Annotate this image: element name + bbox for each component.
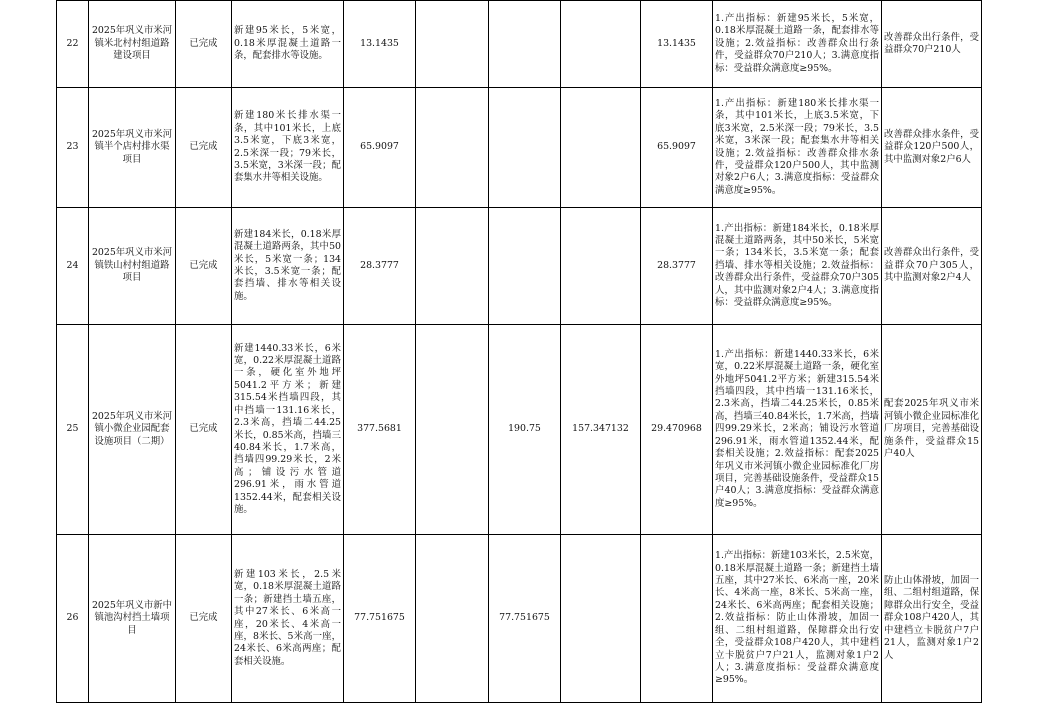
row-number: 26 [57, 535, 89, 703]
total-investment: 28.3777 [344, 208, 416, 325]
fund-col-6: 190.75 [489, 325, 561, 535]
project-name: 2025年巩义市米河镇半个店村排水渠项目 [89, 88, 176, 208]
fund-col-6 [489, 88, 561, 208]
project-status: 已完成 [176, 208, 232, 325]
project-content: 新建103米长，2.5米宽，0.18米厚混凝土道路一条；新建挡土墙五座，其中27米长、6米高一座，20米长、4米高一座，8米长、5米高一座，24米长、6米高两座；配套相关设施。 [232, 535, 344, 703]
benefit-mechanism: 防止山体滑坡，加固一组、二组村组道路，保障群众出行安全，受益群众108户420人，其中建档立卡脱贫户7户21人，监测对象1户2人 [882, 535, 982, 703]
fund-col-7 [561, 88, 641, 208]
benefit-mechanism: 改善群众出行条件，受益群众70户210人 [882, 1, 982, 88]
project-name: 2025年巩义市新中镇池沟村挡土墙项目 [89, 535, 176, 703]
fund-col-7 [561, 208, 641, 325]
table-row [57, 535, 982, 703]
benefit-mechanism: 改善群众排水条件，受益群众120户500人，其中监测对象2户6人 [882, 88, 982, 208]
performance-indicators: 1.产出指标：新建95米长，5米宽，0.18米厚混凝土道路一条，配套排水等设施；2.效益指标：改善群众出行条件，受益群众70户210人；3.满意度指标：受益群众满意度≥95%。 [713, 1, 882, 88]
project-status: 已完成 [176, 535, 232, 703]
project-status: 已完成 [176, 325, 232, 535]
project-name: 2025年巩义市米河镇米北村村组道路建设项目 [89, 1, 176, 88]
project-status: 已完成 [176, 88, 232, 208]
table-row [57, 208, 982, 325]
project-name: 2025年巩义市米河镇小微企业园配套设施项目（二期） [89, 325, 176, 535]
fund-col-8: 13.1435 [641, 1, 713, 88]
performance-indicators: 1.产出指标：新建184米长，0.18米厚混凝土道路两条，其中50米长，5米宽一条；134米长，3.5米宽一条；配套挡墙、排水等相关设施；2.效益指标：改善群众出行条件，受益群众70户305人，其中监测对象2户4人；3.满意度指标：受益群众满意度≥95%。 [713, 208, 882, 325]
row-number: 23 [57, 88, 89, 208]
fund-col-6 [489, 1, 561, 88]
row-number: 22 [57, 1, 89, 88]
fund-col-5 [416, 1, 489, 88]
fund-col-8: 28.3777 [641, 208, 713, 325]
total-investment: 13.1435 [344, 1, 416, 88]
project-table [56, 0, 982, 703]
row-number: 24 [57, 208, 89, 325]
fund-col-7 [561, 1, 641, 88]
fund-col-5 [416, 88, 489, 208]
performance-indicators: 1.产出指标：新建180米长排水渠一条，其中101米长，上底3.5米宽，下底3米宽，2.5米深一段；79米长，3.5米宽，3米深一段；配套集水井等相关设施；2.效益指标：改善群众排水条件，受益群众120户500人，其中监测对象2户6人；3.满意度指标：受益群众满意度≥95%。 [713, 88, 882, 208]
performance-indicators: 1.产出指标：新建103米长，2.5米宽，0.18米厚混凝土道路一条；新建挡土墙五座，其中27米长、6米高一座，20米长、4米高一座，8米长、5米高一座，24米长、6米高两座；配套相关设施；2.效益指标：防止山体滑坡，加固一组、二组村组道路，保障群众出行安全，受益群众108户420人，其中建档立卡脱贫户7户21人，监测对象1户2人；3.满意度指标：受益群众满意度≥95%。 [713, 535, 882, 703]
fund-col-5 [416, 208, 489, 325]
project-content: 新建95米长，5米宽，0.18米厚混凝土道路一条，配套排水等设施。 [232, 1, 344, 88]
fund-col-7: 157.347132 [561, 325, 641, 535]
total-investment: 77.751675 [344, 535, 416, 703]
total-investment: 377.5681 [344, 325, 416, 535]
fund-col-7 [561, 535, 641, 703]
fund-col-6 [489, 208, 561, 325]
total-investment: 65.9097 [344, 88, 416, 208]
table-row [57, 1, 982, 88]
table-row [57, 88, 982, 208]
benefit-mechanism: 配套2025年巩义市米河镇小微企业园标准化厂房项目，完善基础设施条件，受益群众15户40人 [882, 325, 982, 535]
project-content: 新建180米长排水渠一条，其中101米长，上底3.5米宽，下底3米宽，2.5米深一段；79米长，3.5米宽，3米深一段；配套集水井等相关设施。 [232, 88, 344, 208]
fund-col-8 [641, 535, 713, 703]
project-content: 新建1440.33米长，6米宽，0.22米厚混凝土道路一条，硬化室外地坪5041.2平方米；新建315.54米挡墙四段，其中挡墙一131.16米长，2.3米高，挡墙二44.25米长，0.85米高，挡墙三40.84米长，1.7米高，挡墙四99.29米长，2米高；铺设污水管道296.91米，雨水管道1352.44米，配套相关设施。 [232, 325, 344, 535]
fund-col-5 [416, 325, 489, 535]
project-name: 2025年巩义市米河镇铁山村村组道路项目 [89, 208, 176, 325]
table-row [57, 325, 982, 535]
fund-col-8: 65.9097 [641, 88, 713, 208]
project-status: 已完成 [176, 1, 232, 88]
performance-indicators: 1.产出指标：新建1440.33米长，6米宽，0.22米厚混凝土道路一条，硬化室外地坪5041.2平方米；新建315.54米挡墙四段，其中挡墙一131.16米长，2.3米高，挡墙二44.25米长，0.85米高，挡墙三40.84米长，1.7米高，挡墙四99.29米长，2米高；铺设污水管道296.91米，雨水管道1352.44米，配套相关设施；2.效益指标：配套2025年巩义市米河镇小微企业园标准化厂房项目，完善基础设施条件，受益群众15户40人；3.满意度指标：受益群众满意度≥95%。 [713, 325, 882, 535]
row-number: 25 [57, 325, 89, 535]
fund-col-6: 77.751675 [489, 535, 561, 703]
benefit-mechanism: 改善群众出行条件，受益群众70户305人，其中监测对象2户4人 [882, 208, 982, 325]
project-content: 新建184米长，0.18米厚混凝土道路两条，其中50米长，5米宽一条；134米长，3.5米宽一条；配套挡墙、排水等相关设施。 [232, 208, 344, 325]
fund-col-5 [416, 535, 489, 703]
fund-col-8: 29.470968 [641, 325, 713, 535]
